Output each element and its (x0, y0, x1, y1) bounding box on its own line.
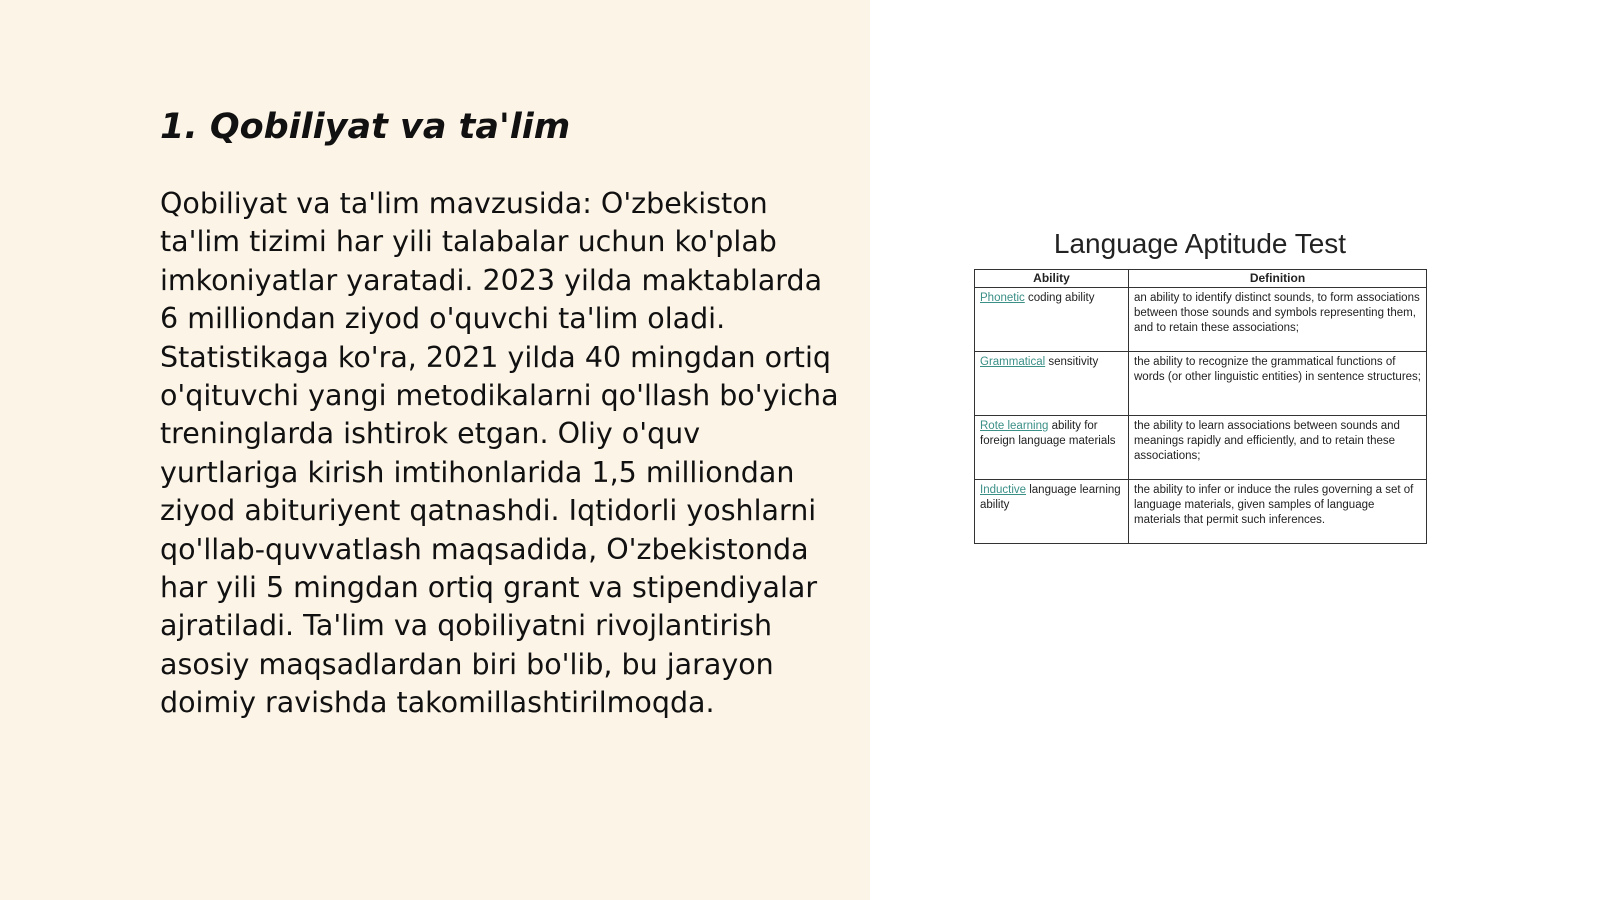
ability-term-link: Rote learning (980, 420, 1049, 432)
ability-cell (975, 352, 1129, 416)
ability-term-link: Inductive (980, 484, 1027, 496)
definition-cell: the ability to learn associations between sounds and meanings rapidly and efficiently, and to retain these associations; (1129, 416, 1427, 480)
figure-title: Language Aptitude Test (1053, 228, 1347, 259)
definition-cell: the ability to infer or induce the rules governing a set of language materials, given samples of language materials that permit such inferences. (1129, 480, 1427, 544)
definition-cell: the ability to recognize the grammatical functions of words (or other linguistic entities) in sentence structures; (1129, 352, 1427, 416)
slide-title: 1. Qobiliyat va ta'lim (160, 107, 571, 147)
slide-body-text: Qobiliyat va ta'lim mavzusida: O'zbekiston ta'lim tizimi har yili talabalar uchun ko'plab imkoniyatlar yaratadi. 2023 yilda maktablarda 6 milliondan ziyod o'quvchi ta'lim oladi. Statistikaga ko'ra, 2021 yilda 40 mingdan ortiq o'qituvchi yangi metodikalarni qo'llash bo'yicha treninglarda ishtirok etgan. Oliy o'quv yurtlariga kirish imtihonlarida 1,5 milliondan ziyod abituriyent qatnashdi. Iqtidorli yoshlarni qo'llab-quvvatlash maqsadida, O'zbekistonda har yili 5 mingdan ortiq grant va stipendiyalar ajratiladi. Ta'lim va qobiliyatni rivojlantirish asosiy maqsadlardan biri bo'lib, bu jarayon doimiy ravishda takomillashtirilmoqda. (160, 187, 839, 720)
table-row (975, 288, 1427, 352)
table-row (975, 480, 1427, 544)
definition-cell: an ability to identify distinct sounds, to form associations between those sounds and symbols representing them, and to retain these associations; (1129, 288, 1427, 352)
table-row (975, 352, 1427, 416)
ability-text: coding ability (1024, 292, 1095, 304)
ability-text: language learning ability (980, 484, 1121, 511)
ability-text: ability for foreign language materials (980, 420, 1116, 447)
ability-text: sensitivity (1045, 356, 1099, 368)
language-aptitude-figure (974, 222, 1426, 552)
ability-term-link: Grammatical (980, 356, 1046, 368)
table-header-row (975, 270, 1427, 288)
aptitude-table (974, 269, 1427, 544)
ability-term-link: Phonetic (980, 292, 1025, 304)
column-header-definition: Definition (1129, 270, 1427, 288)
ability-cell (975, 416, 1129, 480)
ability-cell (975, 288, 1129, 352)
column-header-ability: Ability (975, 270, 1129, 288)
table-row (975, 416, 1427, 480)
ability-cell (975, 480, 1129, 544)
